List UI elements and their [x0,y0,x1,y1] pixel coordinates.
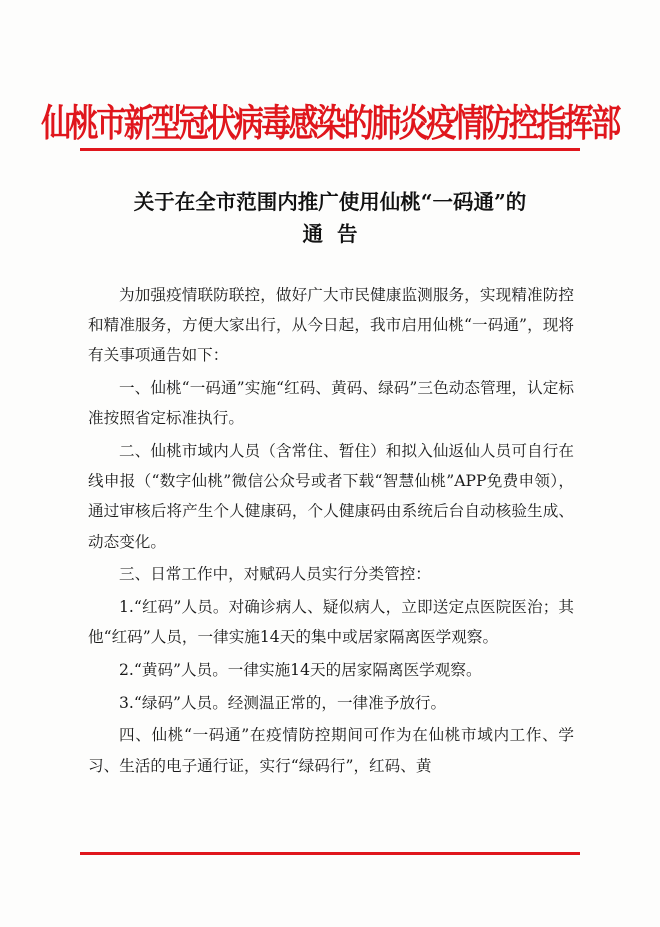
paragraph-item-3: 三、日常工作中，对赋码人员实行分类管控： [119,565,431,584]
paragraph-item-4: 四、仙桃“一码通”在疫情防控期间可作为在仙桃市域内工作、学习、生活的电子通行证，实行“绿码行”，红码、黄 [88,726,574,775]
footer-red-rule [80,852,580,855]
document-title-line-2: 通告 [302,222,372,246]
paragraph-intro: 为加强疫情联防联控，做好广大市民健康监测服务，实现精准防控和精准服务，方便大家出行，从今日起，我市启用仙桃“一码通”，现将有关事项通告如下： [88,286,574,365]
issuer-header: 仙桃市新型冠状病毒感染的肺炎疫情防控指挥部 [41,102,619,146]
document-title-line-1: 关于在全市范围内推广使用仙桃“一码通”的 [133,190,527,214]
paragraph-item-1: 一、仙桃“一码通”实施“红码、黄码、绿码”三色动态管理，认定标准按照省定标准执行。 [88,379,574,428]
paragraph-subitem-green: 3.“绿码”人员。经测温正常的，一律准予放行。 [119,693,447,712]
header-red-rule [80,148,580,151]
paragraph-item-2: 二、仙桃市域内人员（含常住、暂住）和拟入仙返仙人员可自行在线申报（“数字仙桃”微信公众号或者下载“智慧仙桃”APP免费申领），通过审核后将产生个人健康码，个人健康码由系统后台自动核验生成、动态变化。 [88,442,574,551]
paragraph-subitem-yellow: 2.“黄码”人员。一律实施14天的居家隔离医学观察。 [119,660,482,679]
paragraph-subitem-red: 1.“红码”人员。对确诊病人、疑似病人，立即送定点医院医治；其他“红码”人员，一律实施14天的集中或居家隔离医学观察。 [88,598,574,647]
document-body [88,280,574,783]
